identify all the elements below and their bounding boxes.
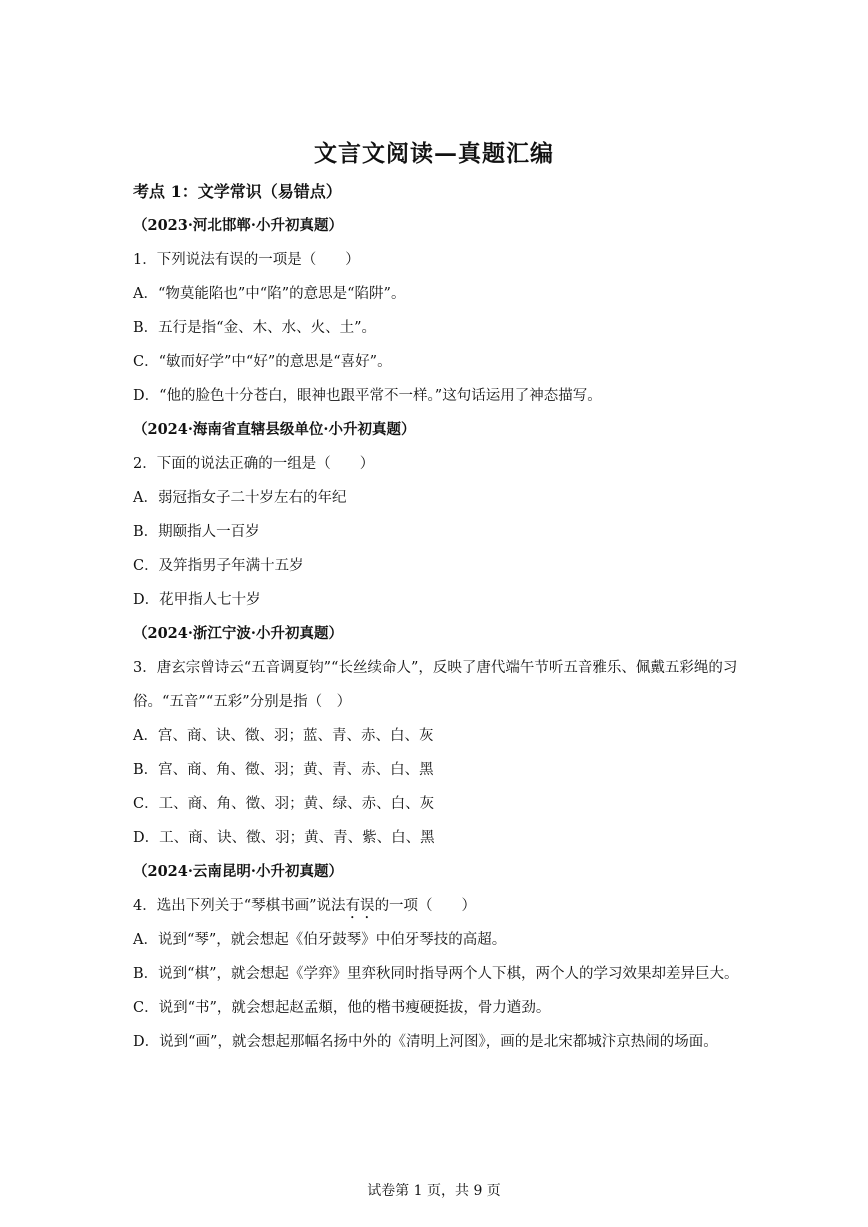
section-heading: 考点 1：文学常识（易错点） [133, 182, 342, 201]
option-c: C．“敏而好学”中“好”的意思是“喜好”。 [133, 354, 392, 370]
page-title: 文言文阅读—真题汇编 [314, 140, 554, 167]
page-footer: 试卷第 1 页，共 9 页 [367, 1183, 501, 1199]
question-stem: 1．下列说法有误的一项是（ ） [133, 252, 360, 268]
option-b: B．说到“棋”，就会想起《学弈》里弈秋同时指导两个人下棋，两个人的学习效果却差异巨大。 [133, 966, 739, 982]
question-source: （2024·云南昆明·小升初真题） [133, 863, 343, 880]
option-b: B．宫、商、角、徵、羽；黄、青、赤、白、黑 [133, 762, 434, 778]
option-d: D．说到“画”，就会想起那幅名扬中外的《清明上河图》，画的是北宋都城汴京热闹的场面。 [133, 1034, 718, 1050]
option-b: B．五行是指“金、木、水、火、土”。 [133, 320, 376, 336]
option-b: B．期颐指人一百岁 [133, 524, 260, 540]
question-list [133, 215, 753, 1065]
question-3 [133, 623, 753, 861]
option-c: C．及笄指男子年满十五岁 [133, 558, 304, 574]
option-a: A．说到“琴”，就会想起《伯牙鼓琴》中伯牙琴技的高超。 [133, 932, 507, 948]
option-c: C．工、商、角、徵、羽；黄、绿、赤、白、灰 [133, 796, 435, 812]
question-2 [133, 419, 753, 623]
stem-text: 4．选出下列关于“琴棋书画”说法 [133, 898, 346, 914]
question-stem: 2．下面的说法正确的一组是（ ） [133, 456, 375, 472]
stem-text: 的一项（ ） [374, 898, 477, 914]
option-a: A．“物莫能陷也”中“陷”的意思是“陷阱”。 [133, 286, 406, 302]
question-4 [133, 861, 753, 1065]
emphasized-text: 有误 [345, 898, 375, 914]
option-a: A．弱冠指女子二十岁左右的年纪 [133, 490, 347, 506]
question-1 [133, 215, 753, 419]
option-c: C．说到“书”，就会想起赵孟頫，他的楷书瘦硬挺拔，骨力遒劲。 [133, 1000, 551, 1016]
question-source: （2023·河北邯郸·小升初真题） [133, 217, 343, 234]
question-source: （2024·浙江宁波·小升初真题） [133, 625, 343, 642]
option-d: D．工、商、诀、徵、羽；黄、青、紫、白、黑 [133, 830, 435, 846]
question-stem: 3．唐玄宗曾诗云“五音调夏钧”“长丝续命人”，反映了唐代端午节听五音雅乐、佩戴五彩绳的习俗。“五音”“五彩”分别是指（ ） [133, 660, 738, 710]
question-source: （2024·海南省直辖县级单位·小升初真题） [133, 421, 416, 438]
option-a: A．宫、商、诀、徵、羽；蓝、青、赤、白、灰 [133, 728, 434, 744]
question-stem [133, 895, 753, 929]
option-d: D．花甲指人七十岁 [133, 592, 261, 608]
option-d: D．“他的脸色十分苍白，眼神也跟平常不一样。”这句话运用了神态描写。 [133, 388, 602, 404]
